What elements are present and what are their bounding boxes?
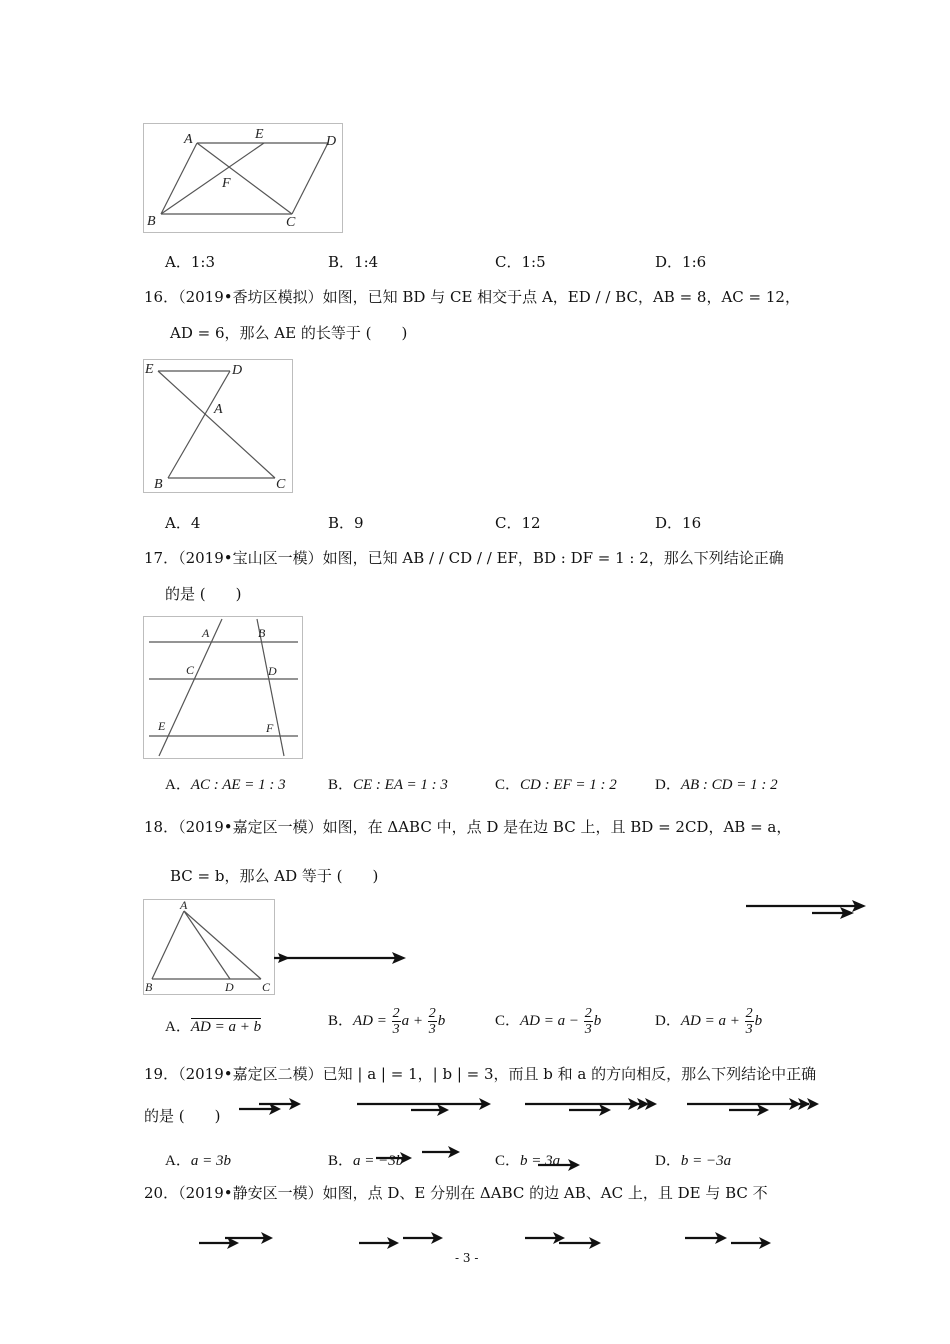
q20-number: 20． [144,1184,179,1202]
q18-option-c[interactable]: C．AD = a − $\frac{2}{3}$ b [495,1006,602,1037]
q16-label-a: A [214,402,223,417]
q15-label-f: F [222,176,231,191]
q18-question [144,817,791,837]
q17-source: （2019•宝山区一模） [178,549,323,567]
q19-option-d[interactable]: D．b = −3a [655,1153,732,1169]
q18-option-b[interactable]: B．AD = $\frac{2}{3}$ a + $\frac{2}{3}$ b [328,1006,446,1037]
q20-source: （2019•静安区一模） [178,1184,323,1202]
q15-option-c[interactable]: C．1:5 [495,253,546,271]
q20-text-line1: 如图，点 D、E 分别在 ΔABC 的边 AB、AC 上，且 DE 与 BC 不 [322,1184,768,1202]
q16-text-line1: 如图，已知 BD 与 CE 相交于点 A，ED / / BC，AB = 8，AC = 12， [322,288,800,306]
q15-figure-svg [144,124,342,232]
q15-figure [143,123,343,233]
q17-option-b[interactable]: B．CE : EA = 1 : 3 [328,777,448,793]
q17-figure-svg [144,617,302,758]
q18-option-b-fraction2: $\frac{2}{3}$ [428,1006,436,1037]
q15-option-a[interactable]: A．1:3 [165,253,215,271]
q16-source: （2019•香坊区模拟） [178,288,323,306]
q19-number: 19． [144,1065,179,1083]
q19-option-c[interactable]: C．b = 3a [495,1153,561,1169]
q18-option-d-fraction: $\frac{2}{3}$ [745,1006,753,1037]
q20-question [144,1183,768,1203]
q16-option-c[interactable]: C．12 [495,514,541,532]
q19-option-arrows [360,1144,600,1174]
q18-text-line1: 如图，在 ΔABC 中，点 D 是在边 BC 上，且 BD = 2CD，AB = a， [322,818,792,836]
q17-label-b: B [258,626,266,640]
q17-label-f: F [266,721,274,735]
q17-number: 17． [144,549,179,567]
q18-vector-arrow-right [740,898,870,922]
q15-option-b[interactable]: B．1:4 [328,253,379,271]
q18-option-d[interactable]: D．AD = a + $\frac{2}{3}$ b [655,1006,763,1037]
q19-question [144,1064,816,1084]
q19-text-line1: 已知 | a | = 1，| b | = 3，而且 b 和 a 的方向相反，那么下列结论中正确 [322,1065,817,1083]
q16-figure-svg [144,360,292,492]
q15-label-e: E [255,127,264,142]
q16-figure [143,359,293,493]
q19-option-b[interactable]: B．a = −3b [328,1153,404,1169]
q18-figure-svg [144,900,274,994]
q16-label-b: B [154,477,163,492]
page-number: - 3 - [455,1251,479,1265]
q18-label-b: B [145,980,153,994]
q15-label-d: D [326,134,337,149]
q16-text-line2: AD = 6，那么 AE 的长等于 ( ) [170,324,408,342]
q17-label-a: A [202,626,210,640]
q18-source: （2019•嘉定区一模） [178,818,323,836]
q15-option-d[interactable]: D．1:6 [655,253,707,271]
q18-option-c-fraction: $\frac{2}{3}$ [584,1006,592,1037]
q17-option-c[interactable]: C．CD : EF = 1 : 2 [495,777,617,793]
q18-option-a[interactable]: A．AD = a + b [165,1019,262,1035]
q17-text-line1: 如图，已知 AB / / CD / / EF，BD : DF = 1 : 2，那么下列结论正确 [322,549,784,567]
q18-label-a: A [180,900,188,912]
q18-label-c: C [262,980,271,994]
q17-option-d[interactable]: D．AB : CD = 1 : 2 [655,777,778,793]
q18-vector-arrow-left [272,950,412,968]
q17-label-c: C [186,663,195,677]
q17-figure [143,616,303,759]
q15-label-a: A [184,132,193,147]
q18-figure [143,899,275,995]
q18-text-line2: BC = b，那么 AD 等于 ( ) [170,867,379,885]
q19-vector-arrows-row [235,1095,835,1121]
q19-option-a[interactable]: A．a = 3b [165,1153,231,1169]
q19-text-line2: 的是 ( ) [144,1107,221,1125]
q18-label-d: D [225,980,234,994]
q16-option-a[interactable]: A．4 [165,514,201,532]
q16-number: 16． [144,288,179,306]
q17-label-e: E [158,719,166,733]
q16-option-d[interactable]: D．16 [655,514,702,532]
q19-source: （2019•嘉定区二模） [178,1065,323,1083]
q18-number: 18． [144,818,179,836]
q16-label-c: C [276,477,286,492]
q17-label-d: D [268,664,277,678]
q17-text-line2: 的是 ( ) [165,585,242,603]
q16-question [144,287,800,307]
q18-option-b-fraction1: $\frac{2}{3}$ [392,1006,400,1037]
q16-label-d: D [232,363,243,378]
q15-label-c: C [286,215,296,230]
q16-label-e: E [145,362,154,377]
q17-question [144,548,784,568]
q15-label-b: B [147,214,156,229]
q16-option-b[interactable]: B．9 [328,514,364,532]
q20-vector-arrows-row [195,1228,785,1254]
q17-option-a[interactable]: A．AC : AE = 1 : 3 [165,777,286,793]
